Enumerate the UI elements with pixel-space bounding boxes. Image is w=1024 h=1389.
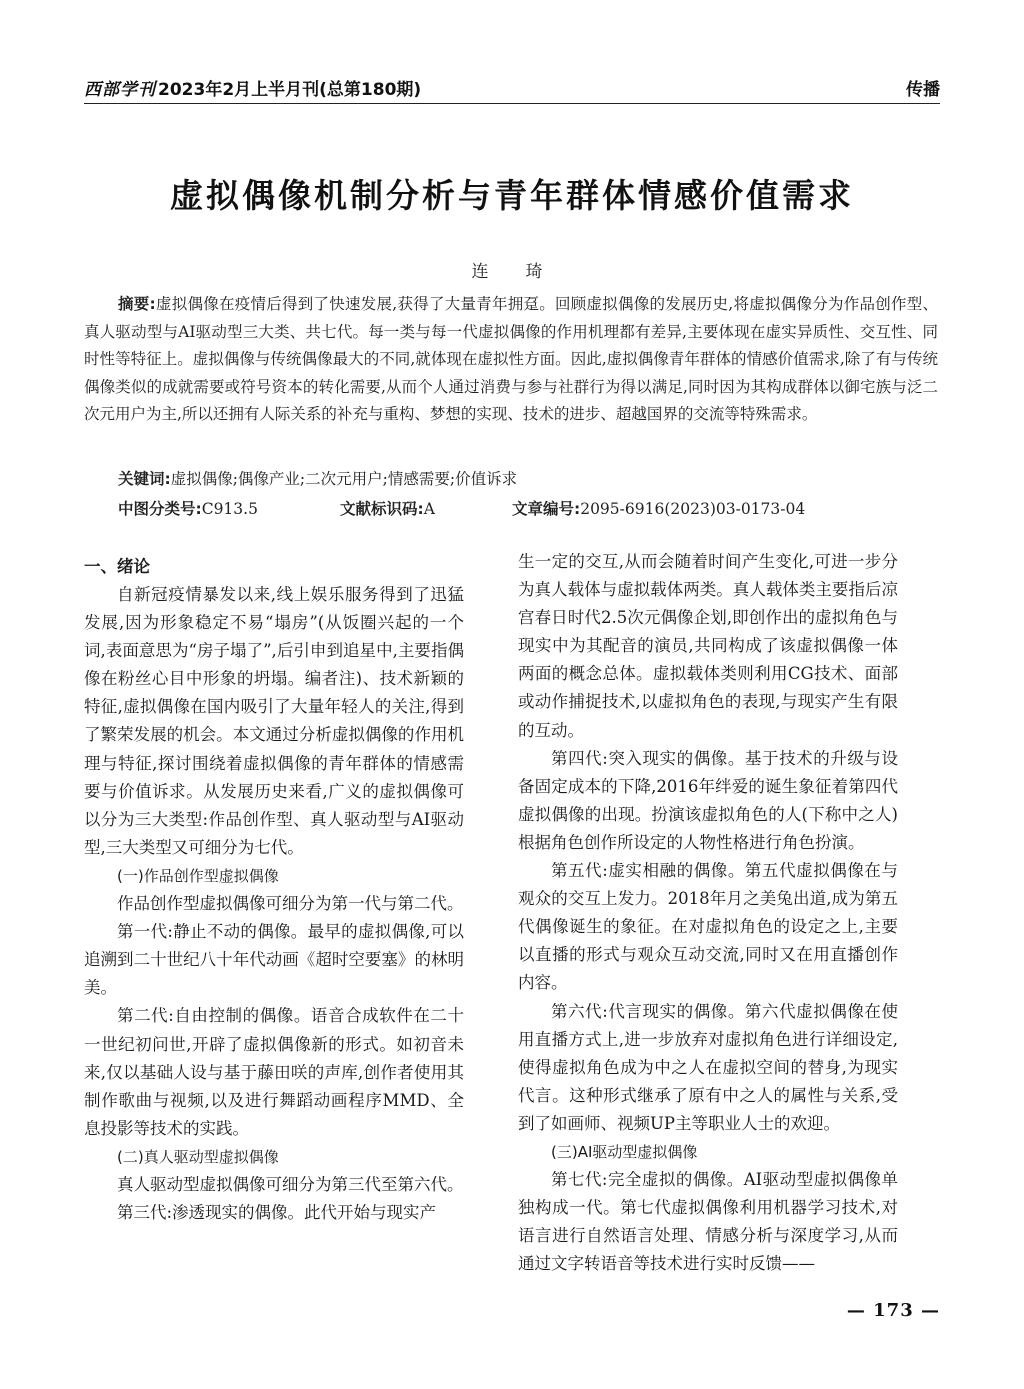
subheading: (二)真人驱动型虚拟偶像: [117, 1147, 279, 1166]
paragraph: 生一定的交互,从而会随着时间产生变化,可进一步分为真人载体与虚拟载体两类。真人载体类主要指后凉宫春日时代2.5次元偶像企划,即创作出的虚拟角色与现实中为其配音的演员,共同构成了该虚拟偶像一体两面的概念总体。虚拟载体类则利用CG技术、面部或动作捕捉技术,以虚拟角色的表现,与现实产生有限的互动。: [518, 552, 898, 740]
keywords-text: 虚拟偶像;偶像产业;二次元用户;情感需要;价值诉求: [170, 470, 518, 488]
article-number: [512, 496, 805, 522]
doc-code: [340, 496, 435, 522]
subheading: (三)AI驱动型虚拟偶像: [551, 1142, 698, 1161]
left-column: [84, 553, 464, 1227]
paragraph: 作品创作型虚拟偶像可细分为第一代与第二代。: [117, 894, 464, 914]
article-title: 虚拟偶像机制分析与青年群体情感价值需求: [170, 176, 854, 215]
article-label: 文章编号:: [512, 500, 581, 518]
keywords: [118, 466, 938, 492]
paragraph: 第三代:渗透现实的偶像。此代开始与现实产: [117, 1203, 437, 1223]
clc-code: [118, 496, 258, 522]
paragraph: 第六代:代言现实的偶像。第六代虚拟偶像在使用直播方式上,进一步放弃对虚拟角色进行详细设定,使得虚拟角色成为中之人在虚拟空间的替身,为现实代言。这种形式继承了原有中之人的属性与关系,受到了如画师、视频UP主等职业人士的欢迎。: [518, 1001, 898, 1133]
paragraph: 真人驱动型虚拟偶像可细分为第三代至第六代。: [117, 1174, 464, 1194]
section-name: 传播: [906, 80, 940, 100]
doc-value: A: [423, 500, 435, 518]
paragraph: 第四代:突入现实的偶像。基于技术的升级与设备固定成本的下降,2016年绊爱的诞生象征着第四代虚拟偶像的出现。扮演该虚拟角色的人(下称中之人)根据角色创作所设定的人物性格进行角色扮演。: [518, 748, 898, 852]
doc-label: 文献标识码:: [340, 500, 424, 518]
clc-value: C913.5: [201, 500, 258, 518]
running-header: [84, 74, 940, 100]
author-name: 连 琦: [471, 262, 553, 282]
keywords-label: 关键词:: [118, 470, 171, 488]
page-number: — 173 —: [846, 1300, 940, 1321]
paragraph: 第一代:静止不动的偶像。最早的虚拟偶像,可以追溯到二十世纪八十年代动画《超时空要塞》的林明美。: [84, 922, 464, 998]
subheading: (一)作品创作型虚拟偶像: [117, 866, 279, 885]
issue-info: 2023年2月上半月刊(总第180期): [158, 80, 422, 100]
paragraph: 第七代:完全虚拟的偶像。AI驱动型虚拟偶像单独构成一代。第七代虚拟偶像利用机器学习技术,对语言进行自然语言处理、情感分析与深度学习,从而通过文字转语音等技术进行实时反馈——: [518, 1170, 898, 1274]
clc-label: 中图分类号:: [118, 500, 202, 518]
abstract-text: 虚拟偶像在疫情后得到了快速发展,获得了大量青年拥趸。回顾虚拟偶像的发展历史,将虚拟偶像分为作品创作型、真人驱动型与AI驱动型三大类、共七代。每一类与每一代虚拟偶像的作用机理都有差异,主要体现在虚实异质性、交互性、同时性等特征上。虚拟偶像与传统偶像最大的不同,就体现在虚拟性方面。因此,虚拟偶像青年群体的情感价值需求,除了有与传统偶像类似的成就需要或符号资本的转化需要,从而个人通过消费与参与社群行为得以满足,同时因为其构成群体以御宅族与泛二次元用户为主,所以还拥有人际关系的补充与重构、梦想的实现、技术的进步、超越国界的交流等特殊需求。: [84, 295, 939, 423]
paragraph: 自新冠疫情暴发以来,线上娱乐服务得到了迅猛发展,因为形象稳定不易“塌房”(从饭圈兴起的一个词,表面意思为“房子塌了”,后引申到追星中,主要指偶像在粉丝心目中形象的坍塌。编者注)、技术新颖的特征,虚拟偶像在国内吸引了大量年轻人的关注,得到了繁荣发展的机会。本文通过分析虚拟偶像的作用机理与特征,探讨围绕着虚拟偶像的青年群体的情感需要与价值诉求。从发展历史来看,广义的虚拟偶像可以分为三大类型:作品创作型、真人驱动型与AI驱动型,三大类型又可细分为七代。: [84, 585, 464, 857]
abstract-label: 摘要:: [118, 295, 156, 313]
abstract: [84, 291, 938, 429]
article-value: 2095-6916(2023)03-0173-04: [580, 500, 806, 518]
journal-logo: 西部学刊: [84, 80, 156, 100]
header-rule: [84, 103, 940, 104]
header-left: [84, 75, 421, 100]
paragraph: 第二代:自由控制的偶像。语音合成软件在二十一世纪初问世,开辟了虚拟偶像新的形式。如初音未来,仅以基础人设与基于藤田咲的声库,创作者使用其制作歌曲与视频,以及进行舞蹈动画程序MMD、全息投影等技术的实践。: [84, 1006, 464, 1138]
section-heading: 一、绪论: [84, 557, 150, 576]
paragraph: 第五代:虚实相融的偶像。第五代虚拟偶像在与观众的交互上发力。2018年月之美兔出道,成为第五代偶像诞生的象征。在对虚拟角色的设定之上,主要以直播的形式与观众互动交流,同时又在用直播创作内容。: [518, 861, 898, 993]
right-column: [518, 548, 898, 1278]
